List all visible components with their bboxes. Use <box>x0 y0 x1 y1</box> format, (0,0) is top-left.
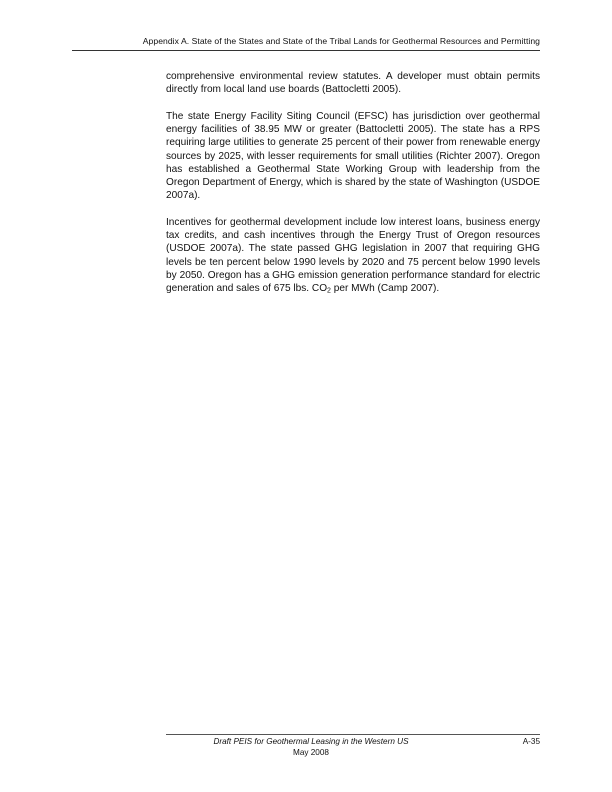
footer-document-title: Draft PEIS for Geothermal Leasing in the Western US <box>213 737 409 746</box>
paragraph-incentives-main: Incentives for geothermal development include low interest loans, business energy tax credits, and cash incentives through the Energy Trust of Oregon resources (USDOE 2007a). The state passed GHG legislation in 2007 that requiring GHG levels be ten percent below 1990 levels by 2020 and 75 percent below 1990 levels by 2050. Oregon has a GHG emission generation performance standard for electric generation and sales of 675 lbs. CO <box>166 216 540 294</box>
footer-divider <box>166 734 540 735</box>
paragraph-incentives-end: per MWh (Camp 2007). <box>330 283 440 294</box>
paragraph-efsc: The state Energy Facility Siting Council (EFSC) has jurisdiction over geothermal energy facilities of 38.95 MW or greater (Battocletti 2005). The state has a RPS requiring large utilities to generate 25 percent of their power from renewable energy sources by 2025, with lesser requirements for small utilities (Richter 2007). Oregon has established a Geothermal State Working Group with leadership from the Oregon Department of Energy, which is shared by the state of Washington (USDOE 2007a). <box>166 110 540 202</box>
co2-subscript: 2 <box>327 287 331 295</box>
header-divider <box>72 50 540 51</box>
paragraph-permits: comprehensive environmental review statutes. A developer must obtain permits directly from local land use boards (Battocletti 2005). <box>166 71 540 96</box>
paragraph-incentives <box>166 216 540 296</box>
footer-date: May 2008 <box>293 748 329 757</box>
page-number: A-35 <box>522 737 540 746</box>
main-text <box>166 70 540 309</box>
running-header: Appendix A. State of the States and State of the Tribal Lands for Geothermal Resources and Permitting <box>142 36 540 46</box>
